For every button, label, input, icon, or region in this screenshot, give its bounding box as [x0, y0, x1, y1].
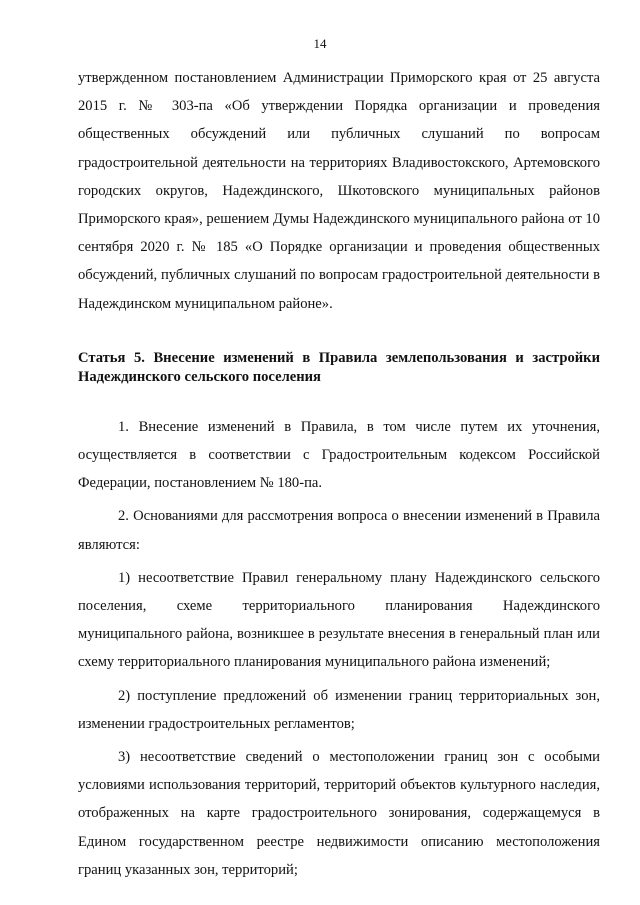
article-paragraph: 2. Основаниями для рассмотрения вопроса о внесении изменений в Правила являются: — [78, 508, 600, 553]
article-paragraph: 2) поступление предложений об изменении границ территориальных зон, изменении градостроительных регламентов; — [78, 687, 600, 732]
article-paragraph: 1. Внесение изменений в Правила, в том числе путем их уточнения, осуществляется в соответствии с Градостроительным кодексом Российской Федерации, постановлением № 180-па. — [78, 418, 600, 492]
document-body — [78, 64, 600, 884]
paragraph-continuation: утвержденном постановлением Администрации Приморского края от 25 августа 2015 г. № 303-па «Об утверждении Порядка организации и проведения общественных обсуждений или публичных слушаний по вопросам градостроительной деятельности на территориях Владивостокского, Артемовского городских округов, Надеждинского, Шкотовского муниципальных районов Приморского края», решением Думы Надеждинского муниципального района от 10 сентября 2020 г. № 185 «О Порядке организации и проведения общественных обсуждений, публичных слушаний по вопросам градостроительной деятельности в Надеждинском муниципальном районе». — [78, 70, 600, 312]
article-paragraph: 3) несоответствие сведений о местоположении границ зон с особыми условиями использования территорий, территорий объектов культурного наследия, отображенных на карте градостроительного зонирования, содержащемуся в Едином государственном реестре недвижимости описанию местоположения границ указанных зон, территорий; — [78, 749, 600, 878]
article-heading: Статья 5. Внесение изменений в Правила землепользования и застройки Надеждинского сельского поселения — [78, 349, 600, 385]
article-paragraph: 1) несоответствие Правил генеральному плану Надеждинского сельского поселения, схеме территориального планирования Надеждинского муниципального района, возникшее в результате внесения в генеральный план или схему территориального планирования муниципального района изменений; — [78, 569, 600, 671]
page-number: 14 — [313, 36, 327, 51]
article-body — [78, 413, 600, 884]
